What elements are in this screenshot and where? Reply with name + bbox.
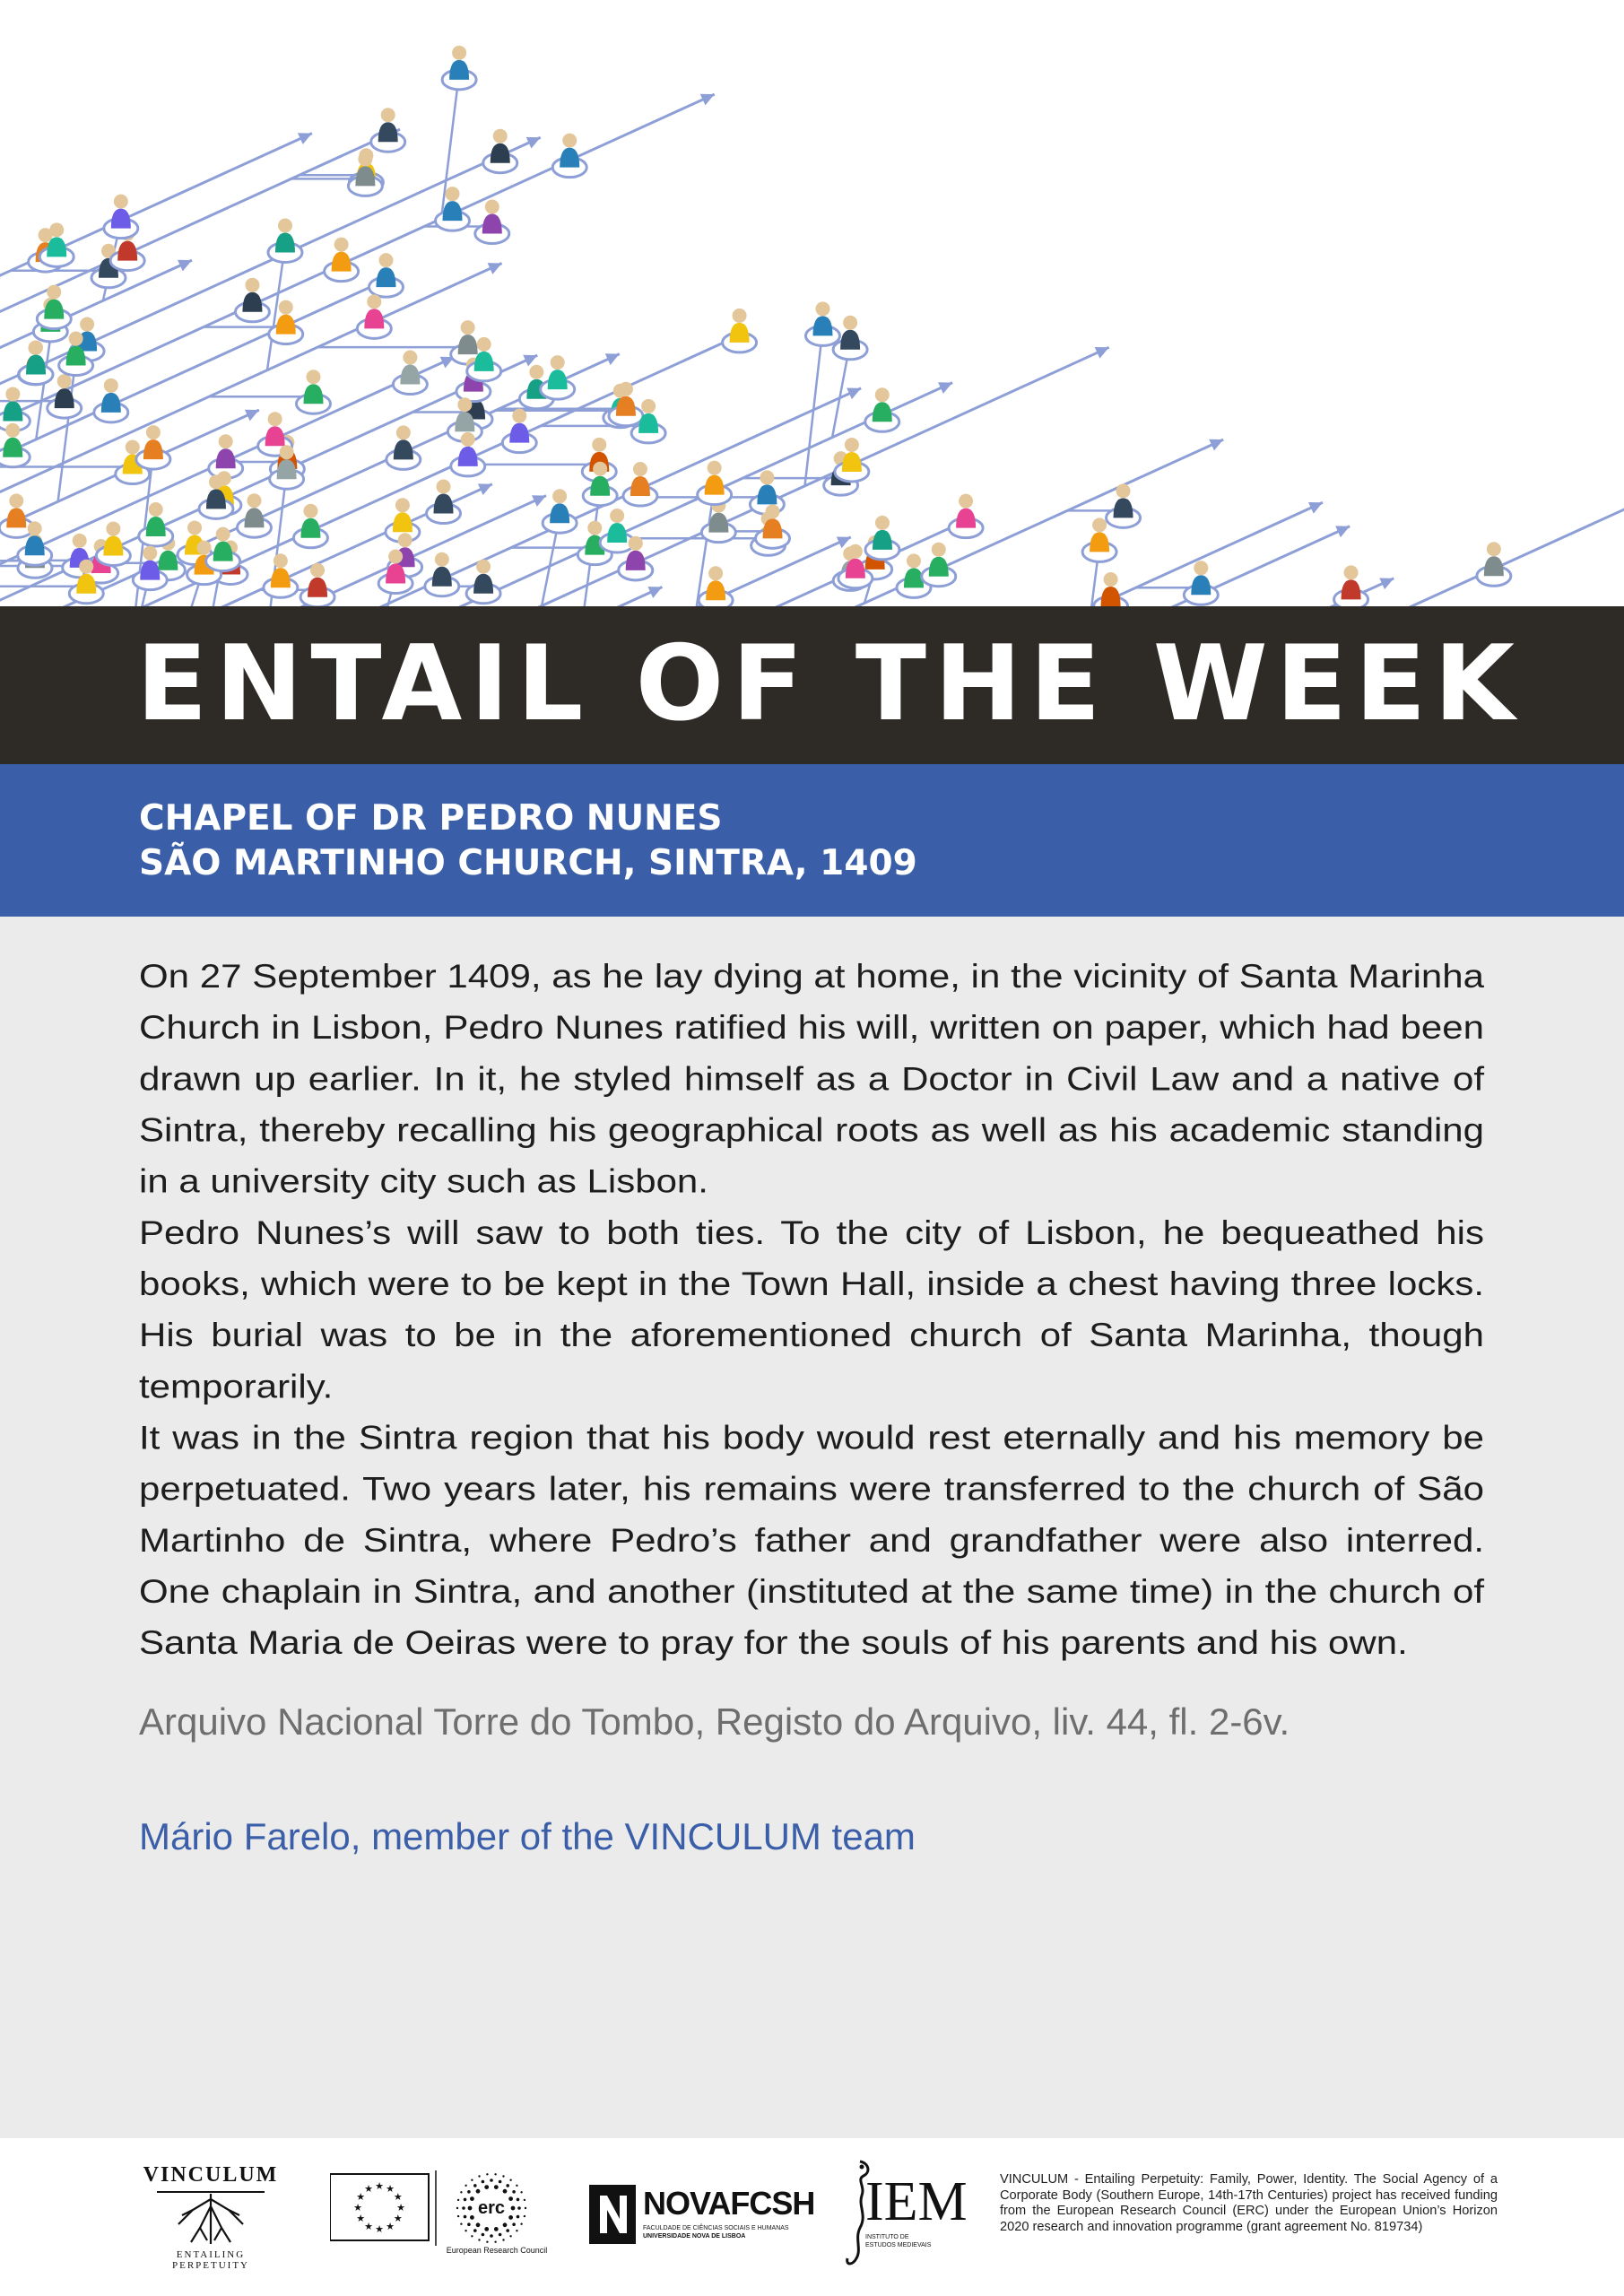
subtitle-bar <box>0 764 1624 917</box>
svg-text:erc: erc <box>477 2198 506 2218</box>
svg-text:★: ★ <box>353 2203 362 2213</box>
svg-text:★: ★ <box>356 2213 366 2224</box>
svg-text:★: ★ <box>396 2203 405 2213</box>
funding-statement: VINCULUM - Entailing Perpetuity: Family, Power, Identity. The Social Agency of a Corporate Body (Southern Europe, 14th-17th Centuries) project has received funding from the European Research Council (ERC) under the European Union’s Horizon 2020 research and innovation programme (grant agreement No. 819734) <box>1000 2172 1498 2234</box>
page-title: ENTAIL OF THE WEEK <box>136 623 1524 744</box>
people-network-illustration <box>0 0 1624 606</box>
subtitle-church: SÃO MARTINHO CHURCH, SINTRA, 1409 <box>139 843 917 883</box>
svg-text:★: ★ <box>393 2192 403 2203</box>
nova-name: NOVAFCSH <box>643 2185 815 2222</box>
nova-subtitle <box>643 2224 789 2240</box>
hero-illustration <box>0 0 1624 606</box>
svg-text:★: ★ <box>386 2184 395 2196</box>
svg-text:★: ★ <box>375 2224 384 2235</box>
title-bar <box>0 606 1624 764</box>
vinculum-tagline: ENTAILING PERPETUITY <box>172 2249 249 2271</box>
nova-subtitle-1: FACULDADE DE CIÊNCIAS SOCIAIS E HUMANAS <box>643 2225 789 2231</box>
vinculum-logo <box>139 2163 282 2271</box>
footer <box>0 2138 1624 2296</box>
erc-caption: European Research Council <box>446 2246 548 2255</box>
nova-subtitle-2: UNIVERSIDADE NOVA DE LISBOA <box>643 2233 746 2239</box>
svg-text:★: ★ <box>386 2221 395 2232</box>
svg-text:★: ★ <box>375 2181 384 2192</box>
author-credit: Mário Farelo, member of the VINCULUM team <box>139 1815 916 1857</box>
svg-text:★: ★ <box>364 2184 373 2196</box>
subtitle-chapel: CHAPEL OF DR PEDRO NUNES <box>139 798 723 839</box>
svg-text:★: ★ <box>356 2192 366 2203</box>
svg-text:★: ★ <box>364 2221 373 2232</box>
eu-erc-logo <box>330 2170 548 2264</box>
iem-name: IEM <box>865 2171 968 2232</box>
archive-source: Arquivo Nacional Torre do Tombo, Registo do Arquivo, liv. 44, fl. 2-6v. <box>139 1700 1290 1743</box>
eu-flag-icon <box>330 2170 545 2246</box>
paragraph-3: It was in the Sintra region that his body would rest eternally and his memory be perpetuated. Two years later, his remains were transferred to the church of São Martinho de Sintra, where Pedro’s father and grandfather were also interred. One chaplain in Sintra, and another (instituted at the same time) in the church of Santa Maria de Oeiras were to pray for the souls of his parents and his own. <box>139 1418 1484 1662</box>
vinculum-name: VINCULUM <box>143 2163 279 2187</box>
svg-text:★: ★ <box>393 2213 403 2224</box>
body-text <box>139 951 1484 1668</box>
content-area <box>0 917 1624 2138</box>
paragraph-2: Pedro Nunes’s will saw to both ties. To the city of Lisbon, he bequeathed his books, which were to be kept in the Town Hall, inside a chest having three locks. His burial was to be in the aforementioned church of Santa Marinha, though temporarily. <box>139 1213 1484 1405</box>
tree-roots-icon <box>139 2188 282 2251</box>
paragraph-1: On 27 September 1409, as he lay dying at home, in the vicinity of Santa Marinha Church in Lisbon, Pedro Nunes ratified his will, written on paper, which had been drawn up earlier. In it, he styled himself as a Doctor in Civil Law and a native of Sintra, thereby recalling his geographical roots as well as his academic standing in a university city such as Lisbon. <box>139 957 1484 1200</box>
iem-subtitle: INSTITUTO DE ESTUDOS MEDIEVAIS <box>865 2234 932 2248</box>
iem-logo <box>838 2156 968 2273</box>
nova-logo <box>587 2181 815 2253</box>
nova-n-icon <box>587 2183 638 2246</box>
